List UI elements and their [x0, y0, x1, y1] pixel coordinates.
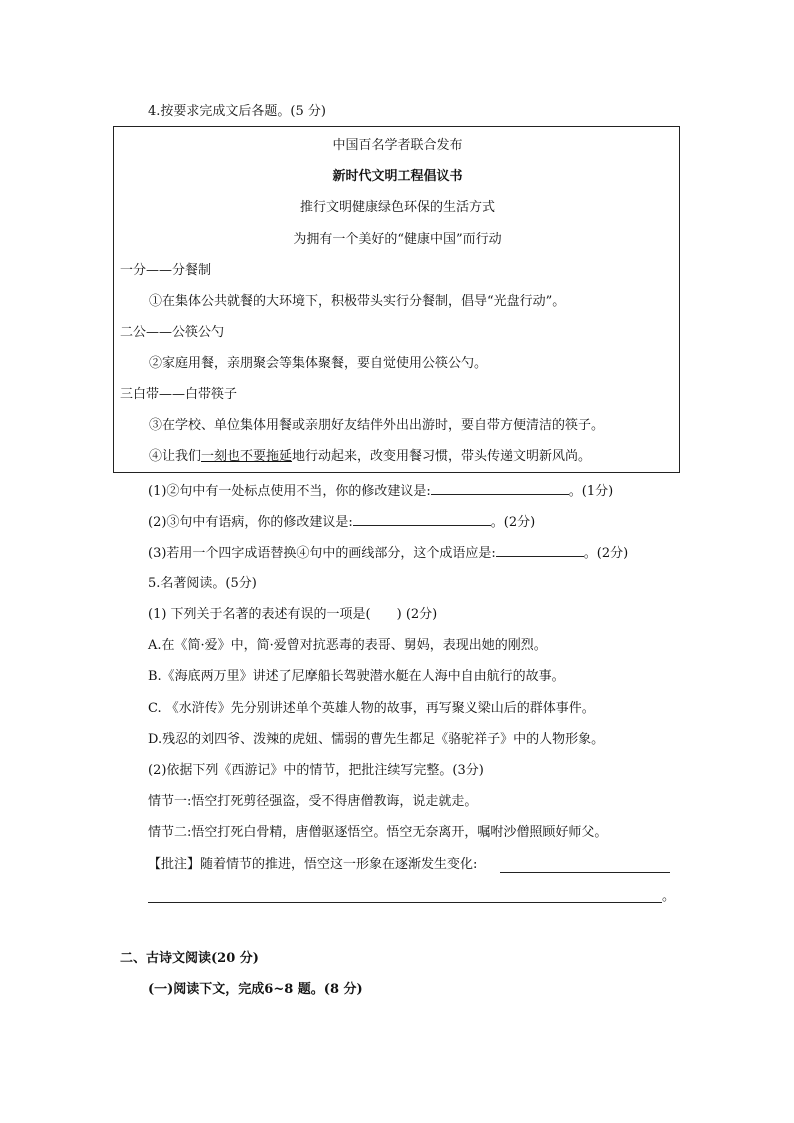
- answer-blank-3[interactable]: [496, 543, 584, 557]
- annotation-blank-1[interactable]: [500, 872, 670, 873]
- annotation-blank-2[interactable]: [148, 902, 662, 903]
- option-b: B.《海底两万里》讲述了尼摩船长驾驶潜水艇在人海中自由航行的故事。: [148, 669, 565, 684]
- answer-blank-2[interactable]: [353, 512, 491, 526]
- proposal-publisher: 中国百名学者联合发布: [332, 138, 463, 153]
- q4-sub-1: [148, 481, 613, 501]
- section-2-title: 二、古诗文阅读(20 分): [120, 951, 259, 966]
- q5-sub-2-stem: (2)依据下列《西游记》中的情节，把批注续写完整。(3分): [148, 763, 484, 778]
- option-d: D.残忍的刘四爷、泼辣的虎妞、懦弱的曹先生都足《骆驼祥子》中的人物形象。: [148, 732, 605, 747]
- q4-sub-1-score: 。(1分): [568, 484, 614, 499]
- question-4-header: 4.按要求完成文后各题。(5 分): [148, 104, 326, 119]
- proposal-heading-1: 一分——分餐制: [120, 263, 212, 278]
- q4-sub-2: [148, 512, 535, 532]
- option-c: C. 《水浒传》先分别讲述单个英雄人物的故事，再写聚义梁山后的群体事件。: [148, 701, 595, 716]
- answer-blank-1[interactable]: [431, 481, 569, 495]
- q4-sub-3: [148, 543, 628, 563]
- underlined-phrase: 一刻也不要拖延: [201, 449, 293, 464]
- q4-sub-1-text: (1)②句中有一处标点使用不当，你的修改建议是:: [148, 484, 431, 499]
- proposal-subtitle-1: 推行文明健康绿色环保的生活方式: [299, 200, 495, 215]
- proposal-paragraph-1: ①在集体公共就餐的大环境下，积极带头实行分餐制，倡导“光盘行动”。: [149, 294, 566, 309]
- question-5-header: 5.名著阅读。(5分): [148, 576, 257, 591]
- q4-sub-2-score: 。(2分): [490, 515, 536, 530]
- annotation-end: 。: [662, 889, 676, 904]
- proposal-paragraph-3: ③在学校、单位集体用餐或亲朋好友结伴外出出游时，要自带方便清洁的筷子。: [149, 418, 605, 433]
- annotation-text: 【批注】随着情节的推进，悟空这一形象在逐渐发生变化:: [148, 857, 478, 872]
- annotation-line: [148, 856, 477, 874]
- q4-sub-2-text: (2)③句中有语病，你的修改建议是:: [148, 515, 353, 530]
- q4-sub-3-text: (3)若用一个四字成语替换④句中的画线部分，这个成语应是:: [148, 546, 496, 561]
- proposal-paragraph-4: [149, 448, 591, 466]
- paragraph-4-suffix: 地行动起来，改变用餐习惯，带头传递文明新风尚。: [292, 449, 592, 464]
- plot-1: 情节一:悟空打死剪径强盗，受不得唐僧教诲，说走就走。: [148, 794, 478, 809]
- proposal-title: 新时代文明工程倡议书: [332, 169, 463, 184]
- plot-2: 情节二:悟空打死白骨精，唐僧驱逐悟空。悟空无奈离开，嘱咐沙僧照顾好师父。: [148, 825, 608, 840]
- proposal-heading-3: 三白带——白带筷子: [120, 387, 238, 402]
- proposal-heading-2: 二公——公筷公勺: [120, 325, 225, 340]
- option-a: A.在《简·爱》中，简·爱曾对抗恶毒的表哥、舅妈，表现出她的刚烈。: [148, 638, 547, 653]
- paragraph-4-prefix: ④让我们: [149, 449, 202, 464]
- q5-sub-1-stem: (1) 下列关于名著的表述有误的一项是( ) (2分): [148, 607, 438, 622]
- proposal-paragraph-2: ②家庭用餐，亲朋聚会等集体聚餐，要自觉使用公筷公勺。: [149, 356, 488, 371]
- proposal-subtitle-2: 为拥有一个美好的“健康中国”而行动: [293, 232, 502, 247]
- q4-sub-3-score: 。(2分): [583, 546, 629, 561]
- proposal-box: [113, 126, 680, 473]
- section-2-sub-title: (一)阅读下文，完成6~8 题。(8 分): [148, 982, 363, 997]
